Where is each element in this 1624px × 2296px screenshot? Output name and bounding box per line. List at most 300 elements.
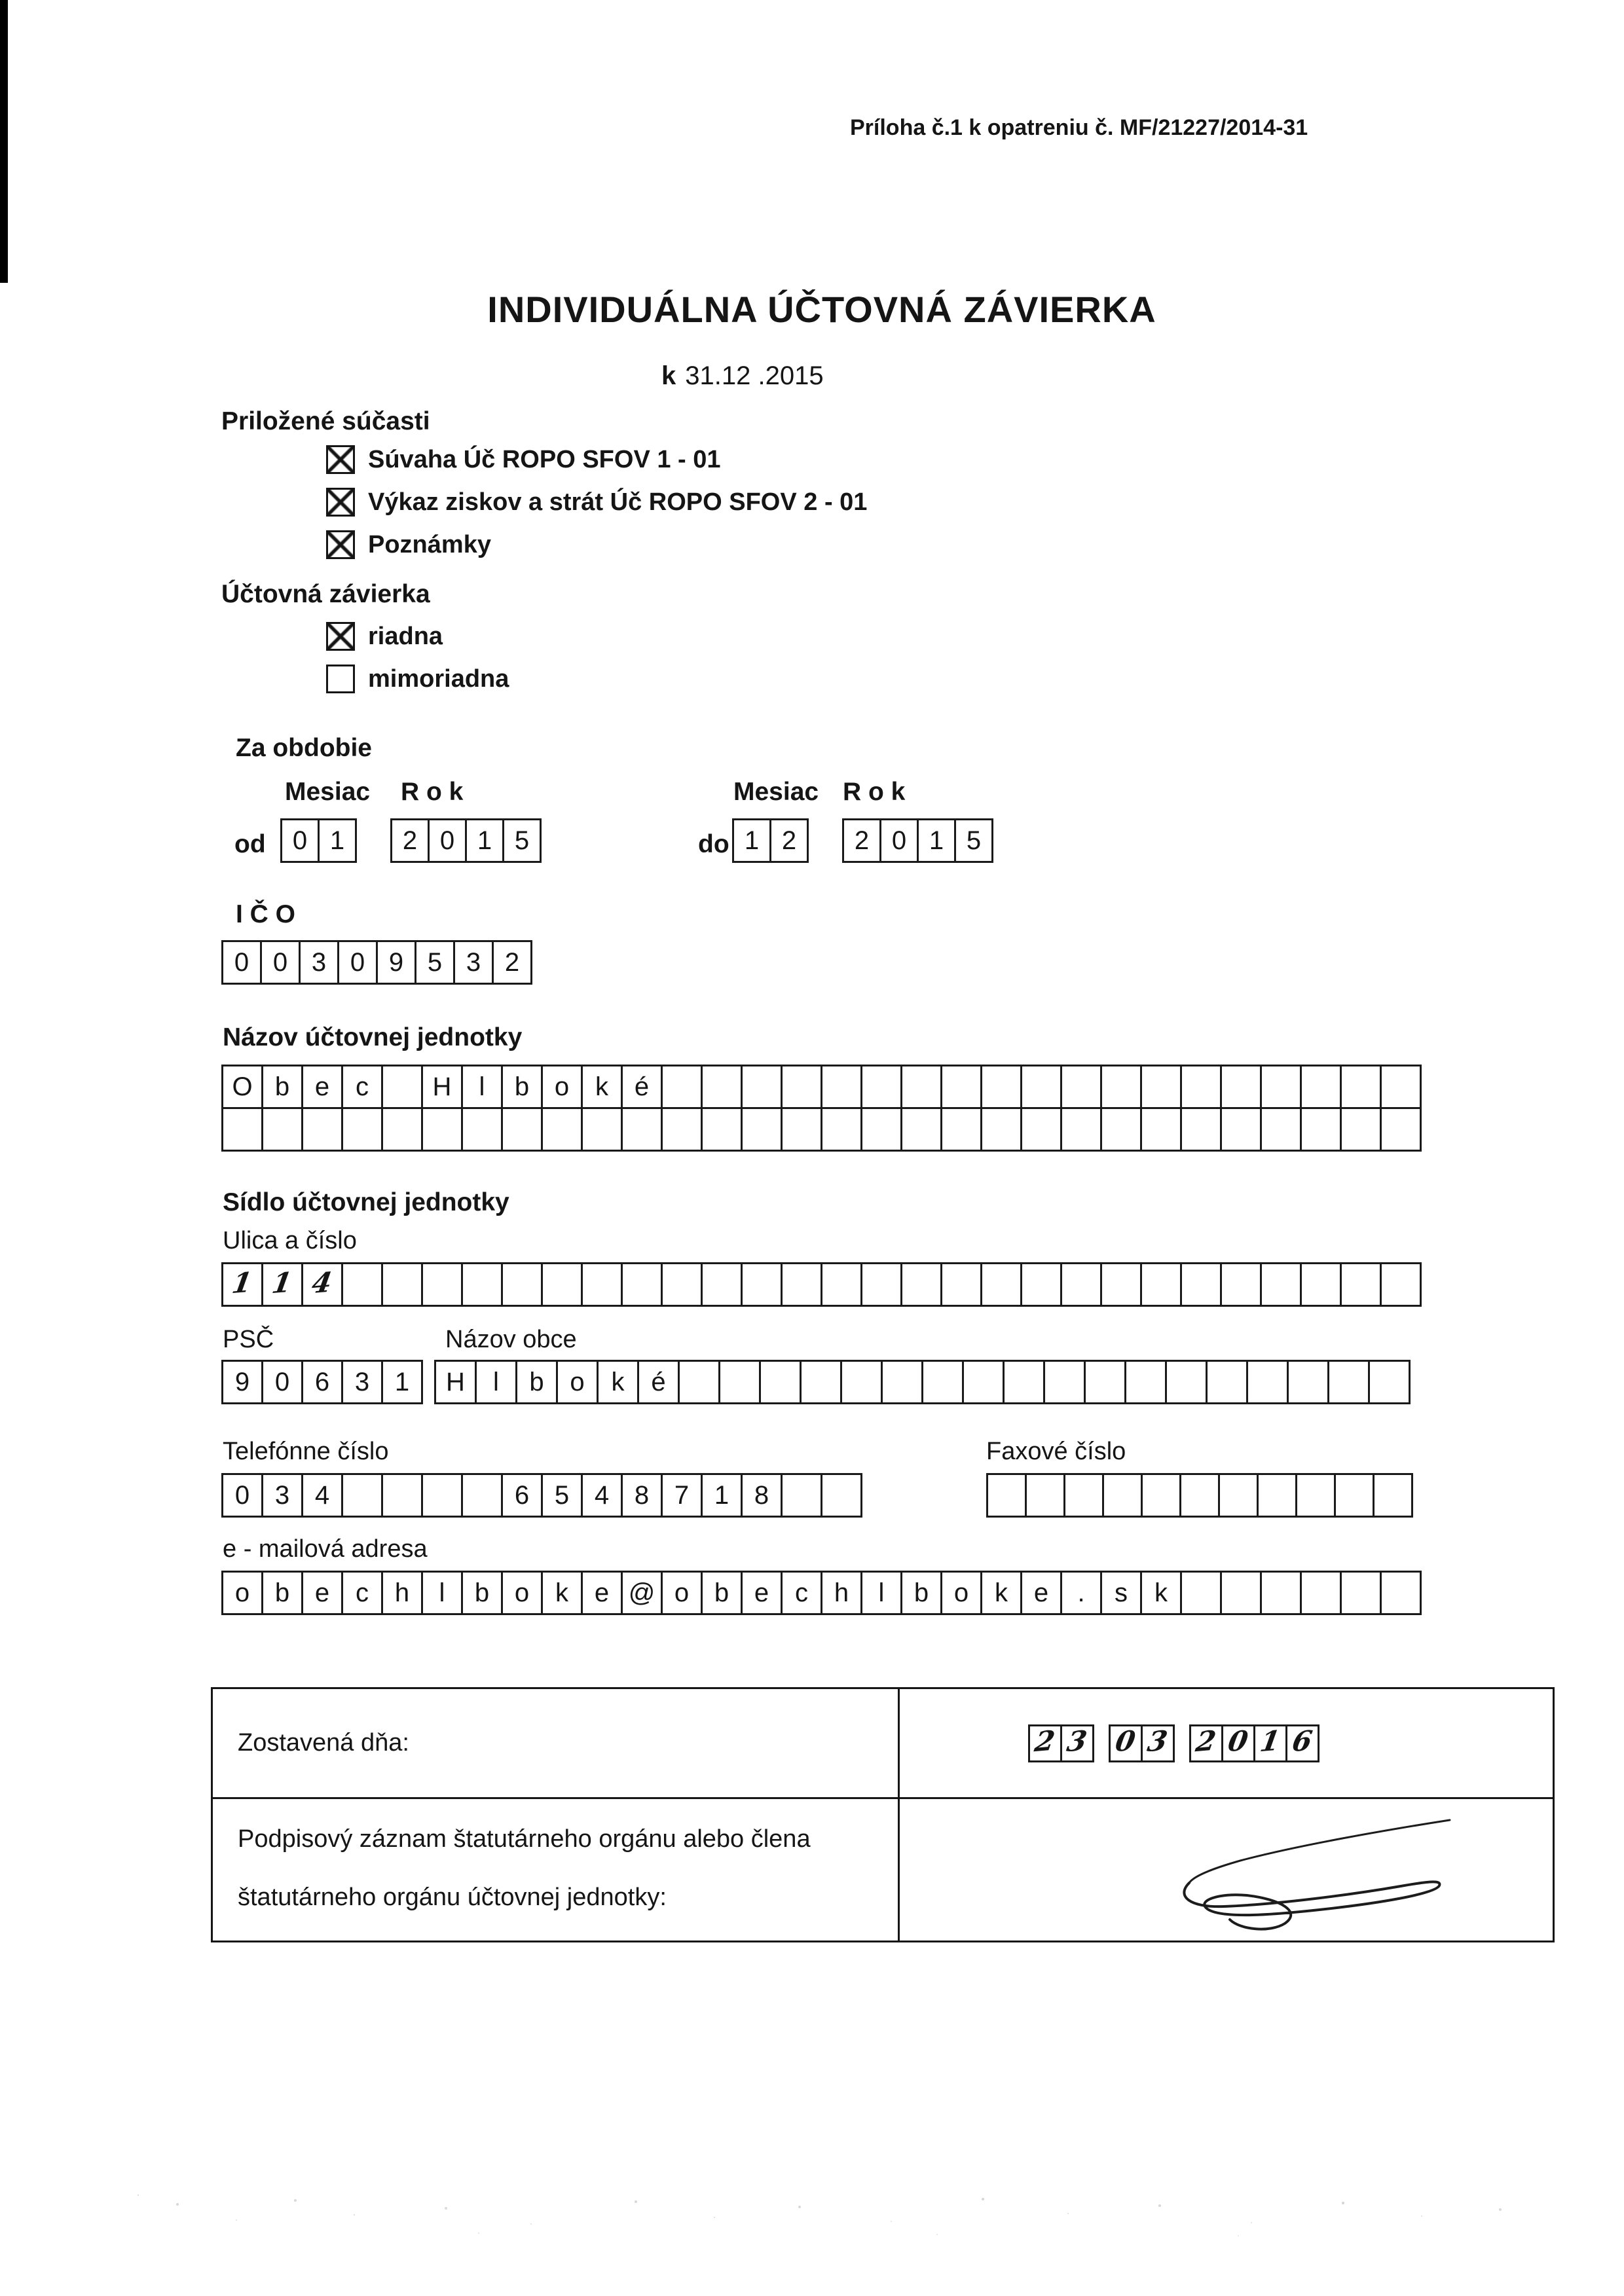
char-cell[interactable] (781, 1262, 822, 1307)
char-cell[interactable] (501, 1571, 543, 1615)
char-cell[interactable] (1220, 1262, 1262, 1307)
char-cell[interactable] (900, 1262, 942, 1307)
char-cell[interactable] (415, 940, 455, 985)
char-cell[interactable] (556, 1360, 599, 1404)
char-cell[interactable] (581, 1065, 623, 1109)
char-cell[interactable] (1060, 1262, 1102, 1307)
char-cell[interactable] (301, 1262, 343, 1307)
char-cell[interactable] (1109, 1724, 1143, 1762)
char-cell[interactable] (900, 1571, 942, 1615)
char-cell[interactable] (1220, 1571, 1262, 1615)
char-cell[interactable] (1260, 1107, 1302, 1152)
char-cell[interactable] (800, 1360, 842, 1404)
char-cell[interactable] (962, 1360, 1005, 1404)
char-cell[interactable] (621, 1571, 663, 1615)
char-cell[interactable] (1260, 1571, 1302, 1615)
char-cell[interactable] (221, 940, 262, 985)
char-cell[interactable] (921, 1360, 964, 1404)
char-cell[interactable] (381, 1473, 423, 1518)
char-cell[interactable] (541, 1262, 583, 1307)
address-heading: Sídlo účtovnej jednotky (223, 1188, 509, 1216)
char-cell[interactable] (1140, 1065, 1182, 1109)
entity-name-heading: Názov účtovnej jednotky (223, 1023, 523, 1051)
char-cell[interactable] (821, 1107, 862, 1152)
phone-label: Telefónne číslo (223, 1438, 389, 1465)
char-cell[interactable] (940, 1065, 982, 1109)
char-cell[interactable] (1180, 1571, 1222, 1615)
char-cell[interactable] (1300, 1571, 1342, 1615)
char-cell[interactable] (940, 1262, 982, 1307)
char-cell[interactable] (1020, 1107, 1062, 1152)
char-cell[interactable] (261, 1107, 303, 1152)
char-cell[interactable] (341, 1571, 383, 1615)
char-cell-value: b (529, 1367, 544, 1396)
char-cell[interactable] (1380, 1262, 1422, 1307)
char-cell[interactable] (1246, 1360, 1289, 1404)
char-cell[interactable] (341, 1360, 383, 1404)
char-cell[interactable] (1327, 1360, 1370, 1404)
char-cell[interactable] (390, 818, 430, 863)
char-cell[interactable] (1220, 1107, 1262, 1152)
char-cell[interactable] (1140, 1571, 1182, 1615)
char-cell[interactable] (502, 818, 542, 863)
char-cell-value: k (995, 1578, 1008, 1607)
char-cell[interactable] (597, 1360, 639, 1404)
closing-type-heading: Účtovná závierka (221, 580, 430, 608)
compiled-day-grid (1028, 1724, 1094, 1762)
char-cell[interactable] (341, 1473, 383, 1518)
char-cell-value: 1 (1258, 1724, 1283, 1758)
char-cell[interactable] (980, 1065, 1022, 1109)
char-cell-value: 7 (674, 1480, 690, 1510)
char-cell[interactable] (661, 1473, 703, 1518)
char-cell[interactable] (661, 1065, 703, 1109)
char-cell[interactable] (1020, 1065, 1062, 1109)
char-cell[interactable] (1180, 1262, 1222, 1307)
char-cell[interactable] (221, 1473, 263, 1518)
char-cell-value: s (1115, 1578, 1128, 1607)
char-cell-value: 6 (514, 1480, 530, 1510)
char-cell-value: b (714, 1578, 729, 1607)
char-cell-value: 3 (466, 947, 481, 977)
period-to-month-grid (732, 818, 809, 863)
char-cell[interactable] (621, 1262, 663, 1307)
char-cell[interactable] (1180, 1107, 1222, 1152)
char-cell[interactable] (501, 1065, 543, 1109)
as-of-label: k (661, 361, 676, 390)
char-cell-value: o (570, 1367, 585, 1396)
char-cell[interactable] (879, 818, 919, 863)
checkbox-checked[interactable] (326, 445, 355, 474)
checkbox-checked[interactable] (326, 488, 355, 517)
char-cell[interactable] (741, 1262, 783, 1307)
char-cell[interactable] (781, 1065, 822, 1109)
char-cell[interactable] (1334, 1473, 1375, 1518)
char-cell-value: 0 (272, 947, 288, 977)
char-cell[interactable] (940, 1107, 982, 1152)
char-cell[interactable] (1253, 1724, 1287, 1762)
char-cell[interactable] (1140, 1107, 1182, 1152)
char-cell[interactable] (299, 940, 339, 985)
char-cell[interactable] (759, 1360, 802, 1404)
char-cell[interactable] (541, 1571, 583, 1615)
char-cell[interactable] (581, 1107, 623, 1152)
char-cell[interactable] (1020, 1262, 1062, 1307)
char-cell[interactable] (821, 1473, 862, 1518)
signature-label-line1: Podpisový záznam štatutárneho orgánu alebo člena (238, 1825, 811, 1853)
signature-label-cell (213, 1799, 900, 1942)
char-cell[interactable] (1141, 1724, 1175, 1762)
char-cell[interactable] (1020, 1571, 1062, 1615)
char-cell[interactable] (341, 1107, 383, 1152)
char-cell[interactable] (980, 1107, 1022, 1152)
char-cell[interactable] (1260, 1262, 1302, 1307)
char-cell[interactable] (980, 1571, 1022, 1615)
char-cell[interactable] (381, 1360, 423, 1404)
char-cell[interactable] (741, 1107, 783, 1152)
char-cell[interactable] (621, 1473, 663, 1518)
period-to-year-grid (842, 818, 993, 863)
char-cell-value: H (432, 1072, 452, 1101)
char-cell[interactable] (781, 1571, 822, 1615)
char-cell[interactable] (341, 1065, 383, 1109)
char-cell[interactable] (1300, 1065, 1342, 1109)
char-cell[interactable] (1220, 1065, 1262, 1109)
char-cell[interactable] (541, 1473, 583, 1518)
char-cell[interactable] (1300, 1107, 1342, 1152)
char-cell[interactable] (1124, 1360, 1167, 1404)
char-cell[interactable] (337, 940, 378, 985)
signature-label-line2: štatutárneho orgánu účtovnej jednotky: (238, 1884, 667, 1911)
char-cell[interactable] (301, 1571, 343, 1615)
char-cell-value: 2 (1033, 1724, 1058, 1758)
char-cell[interactable] (221, 1571, 263, 1615)
char-cell[interactable] (421, 1107, 463, 1152)
char-cell-value: 1 (270, 1266, 295, 1300)
char-cell[interactable] (1063, 1473, 1104, 1518)
char-cell[interactable] (1043, 1360, 1086, 1404)
char-cell[interactable] (1180, 1065, 1222, 1109)
char-cell[interactable] (781, 1473, 822, 1518)
char-cell[interactable] (261, 1262, 303, 1307)
char-cell[interactable] (1340, 1571, 1382, 1615)
char-cell[interactable] (1028, 1724, 1062, 1762)
char-cell[interactable] (581, 1571, 623, 1615)
char-cell[interactable] (1257, 1473, 1297, 1518)
checkbox-label: Súvaha Úč ROPO SFOV 1 - 01 (368, 445, 721, 473)
char-cell[interactable] (381, 1107, 423, 1152)
char-cell[interactable] (280, 818, 320, 863)
fax-label: Faxové číslo (986, 1438, 1126, 1465)
char-cell[interactable] (581, 1262, 623, 1307)
char-cell[interactable] (1373, 1473, 1413, 1518)
char-cell-value: 9 (388, 947, 404, 977)
scan-edge-artifact (0, 0, 8, 283)
char-cell[interactable] (1060, 1571, 1102, 1615)
checkbox-checked[interactable] (326, 530, 355, 559)
as-of-value: 31.12 .2015 (685, 361, 824, 390)
char-cell[interactable] (1025, 1473, 1065, 1518)
email-label: e - mailová adresa (223, 1535, 428, 1563)
char-cell[interactable] (1285, 1724, 1320, 1762)
signature (1162, 1810, 1463, 1947)
char-cell-value: e (1033, 1578, 1049, 1607)
form-title: INDIVIDUÁLNA ÚČTOVNÁ ZÁVIERKA (487, 289, 1156, 330)
char-cell-value: 3 (274, 1480, 290, 1510)
char-cell-value: 3 (1145, 1724, 1170, 1758)
char-cell[interactable] (381, 1262, 423, 1307)
char-cell-value: o (953, 1578, 969, 1607)
char-cell-value: b (514, 1072, 530, 1101)
char-cell[interactable] (1295, 1473, 1336, 1518)
char-cell[interactable] (581, 1473, 623, 1518)
char-cell-value: 8 (754, 1480, 769, 1510)
ico-heading: I Č O (236, 900, 296, 928)
char-cell[interactable] (741, 1065, 783, 1109)
char-cell[interactable] (1260, 1065, 1302, 1109)
char-cell[interactable] (261, 1065, 303, 1109)
to-month-label: Mesiac (733, 778, 819, 806)
char-cell-value: 0 (234, 1480, 250, 1510)
char-cell[interactable] (261, 1473, 303, 1518)
char-cell-value: 1 (744, 826, 760, 855)
char-cell-value: c (356, 1578, 369, 1607)
char-cell[interactable] (661, 1107, 703, 1152)
char-cell[interactable] (701, 1107, 743, 1152)
char-cell[interactable] (221, 1107, 263, 1152)
period-from-label: od (234, 830, 266, 858)
char-cell[interactable] (621, 1107, 663, 1152)
to-year-label: R o k (843, 778, 906, 806)
char-cell[interactable] (1300, 1262, 1342, 1307)
char-cell-value: b (274, 1072, 290, 1101)
char-cell-value: 3 (1065, 1724, 1090, 1758)
char-cell[interactable] (461, 1571, 503, 1615)
char-cell[interactable] (376, 940, 416, 985)
char-cell[interactable] (621, 1065, 663, 1109)
char-cell[interactable] (1340, 1262, 1382, 1307)
char-cell[interactable] (678, 1360, 720, 1404)
char-cell[interactable] (1100, 1262, 1142, 1307)
char-cell[interactable] (501, 1262, 543, 1307)
char-cell[interactable] (1165, 1360, 1208, 1404)
char-cell-value: 0 (350, 947, 365, 977)
char-cell[interactable] (661, 1571, 703, 1615)
char-cell[interactable] (1100, 1571, 1142, 1615)
char-cell[interactable] (421, 1065, 463, 1109)
char-cell[interactable] (1206, 1360, 1248, 1404)
char-cell[interactable] (900, 1107, 942, 1152)
char-cell[interactable] (260, 940, 301, 985)
char-cell[interactable] (428, 818, 467, 863)
char-cell[interactable] (986, 1473, 1027, 1518)
compiled-month-grid (1109, 1724, 1175, 1762)
char-cell[interactable] (1140, 1262, 1182, 1307)
char-cell-value: c (356, 1072, 369, 1101)
checkbox-item (326, 530, 867, 559)
checkbox-item (326, 622, 509, 651)
char-cell-value: 2 (402, 826, 418, 855)
entity-name-row2-grid (221, 1107, 1422, 1152)
char-cell[interactable] (341, 1262, 383, 1307)
char-cell[interactable] (421, 1571, 463, 1615)
compiled-date-value-cell (900, 1689, 1553, 1799)
char-cell[interactable] (860, 1107, 902, 1152)
char-cell[interactable] (541, 1107, 583, 1152)
char-cell-value: l (493, 1367, 499, 1396)
char-cell-value: é (651, 1367, 666, 1396)
char-cell[interactable] (434, 1360, 477, 1404)
char-cell[interactable] (1084, 1360, 1126, 1404)
char-cell-value: 1 (329, 826, 345, 855)
char-cell-value: 2 (1194, 1724, 1219, 1758)
char-cell[interactable] (954, 818, 993, 863)
char-cell[interactable] (917, 818, 956, 863)
char-cell[interactable] (701, 1262, 743, 1307)
char-cell[interactable] (900, 1065, 942, 1109)
char-cell[interactable] (301, 1360, 343, 1404)
char-cell[interactable] (1380, 1065, 1422, 1109)
char-cell[interactable] (492, 940, 532, 985)
char-cell[interactable] (1100, 1107, 1142, 1152)
char-cell-value: o (674, 1578, 690, 1607)
char-cell[interactable] (1380, 1571, 1422, 1615)
char-cell[interactable] (718, 1360, 761, 1404)
attached-parts-heading: Priložené súčasti (221, 407, 430, 435)
char-cell[interactable] (261, 1571, 303, 1615)
char-cell[interactable] (840, 1360, 883, 1404)
char-cell[interactable] (461, 1065, 503, 1109)
char-cell[interactable] (301, 1065, 343, 1109)
char-cell-value: 5 (966, 826, 982, 855)
char-cell[interactable] (453, 940, 494, 985)
char-cell[interactable] (318, 818, 357, 863)
char-cell[interactable] (842, 818, 881, 863)
char-cell[interactable] (701, 1571, 743, 1615)
char-cell[interactable] (461, 1107, 503, 1152)
char-cell[interactable] (1100, 1065, 1142, 1109)
char-cell[interactable] (1003, 1360, 1045, 1404)
char-cell[interactable] (821, 1571, 862, 1615)
char-cell-value: 1 (394, 1367, 410, 1396)
char-cell[interactable] (661, 1262, 703, 1307)
char-cell[interactable] (769, 818, 809, 863)
char-cell[interactable] (381, 1571, 423, 1615)
char-cell[interactable] (221, 1065, 263, 1109)
char-cell[interactable] (461, 1262, 503, 1307)
char-cell-value: é (634, 1072, 650, 1101)
char-cell[interactable] (821, 1065, 862, 1109)
char-cell-value: 0 (234, 947, 249, 977)
char-cell[interactable] (301, 1107, 343, 1152)
char-cell-value: b (474, 1578, 490, 1607)
char-cell[interactable] (1060, 1065, 1102, 1109)
char-cell-value: e (314, 1578, 330, 1607)
char-cell[interactable] (732, 818, 771, 863)
char-cell-value: 0 (1113, 1724, 1138, 1758)
char-cell[interactable] (860, 1571, 902, 1615)
char-cell[interactable] (701, 1473, 743, 1518)
char-cell[interactable] (221, 1360, 263, 1404)
char-cell[interactable] (515, 1360, 558, 1404)
char-cell[interactable] (1141, 1473, 1181, 1518)
char-cell[interactable] (821, 1262, 862, 1307)
char-cell[interactable] (381, 1065, 423, 1109)
char-cell[interactable] (860, 1262, 902, 1307)
char-cell-value: e (594, 1578, 610, 1607)
char-cell[interactable] (261, 1360, 303, 1404)
compiled-date-groups (1028, 1724, 1320, 1762)
char-cell-value: k (1154, 1578, 1168, 1607)
char-cell[interactable] (301, 1473, 343, 1518)
char-cell-value: o (554, 1072, 570, 1101)
char-cell[interactable] (1340, 1065, 1382, 1109)
char-cell[interactable] (501, 1107, 543, 1152)
char-cell-value: 3 (311, 947, 327, 977)
char-cell[interactable] (1218, 1473, 1259, 1518)
char-cell[interactable] (1179, 1473, 1220, 1518)
char-cell[interactable] (421, 1262, 463, 1307)
char-cell-value: k (555, 1578, 568, 1607)
char-cell-value: o (234, 1578, 250, 1607)
footer-table (211, 1687, 1555, 1942)
checkbox-unchecked[interactable] (326, 665, 355, 693)
char-cell-value: 4 (314, 1480, 330, 1510)
compiled-year-grid (1189, 1724, 1320, 1762)
char-cell[interactable] (541, 1065, 583, 1109)
char-cell[interactable] (980, 1262, 1022, 1307)
char-cell[interactable] (421, 1473, 463, 1518)
char-cell[interactable] (1189, 1724, 1223, 1762)
checkbox-label: mimoriadna (368, 665, 509, 693)
phone-grid (221, 1473, 862, 1518)
char-cell[interactable] (741, 1571, 783, 1615)
char-cell[interactable] (221, 1262, 263, 1307)
char-cell-value: k (611, 1367, 625, 1396)
char-cell[interactable] (637, 1360, 680, 1404)
char-cell-value: O (232, 1072, 253, 1101)
char-cell[interactable] (881, 1360, 923, 1404)
char-cell-value: 6 (1290, 1724, 1315, 1758)
scan-noise (138, 2195, 139, 2196)
char-cell-value: 5 (554, 1480, 570, 1510)
char-cell[interactable] (781, 1107, 822, 1152)
char-cell[interactable] (501, 1473, 543, 1518)
char-cell[interactable] (1221, 1724, 1255, 1762)
char-cell[interactable] (741, 1473, 783, 1518)
char-cell-value: e (754, 1578, 769, 1607)
char-cell[interactable] (701, 1065, 743, 1109)
char-cell[interactable] (475, 1360, 517, 1404)
town-grid (434, 1360, 1411, 1404)
char-cell[interactable] (1368, 1360, 1411, 1404)
char-cell[interactable] (1102, 1473, 1143, 1518)
char-cell[interactable] (465, 818, 504, 863)
char-cell[interactable] (1060, 1107, 1102, 1152)
char-cell[interactable] (1380, 1107, 1422, 1152)
char-cell[interactable] (1060, 1724, 1094, 1762)
attached-parts-checklist (326, 445, 867, 573)
char-cell[interactable] (860, 1065, 902, 1109)
char-cell[interactable] (1340, 1107, 1382, 1152)
char-cell[interactable] (461, 1473, 503, 1518)
char-cell[interactable] (940, 1571, 982, 1615)
char-cell-value: 8 (634, 1480, 650, 1510)
char-cell-value: 9 (234, 1367, 250, 1396)
char-cell[interactable] (1287, 1360, 1329, 1404)
checkbox-checked[interactable] (326, 622, 355, 651)
period-from-month-grid (280, 818, 357, 863)
